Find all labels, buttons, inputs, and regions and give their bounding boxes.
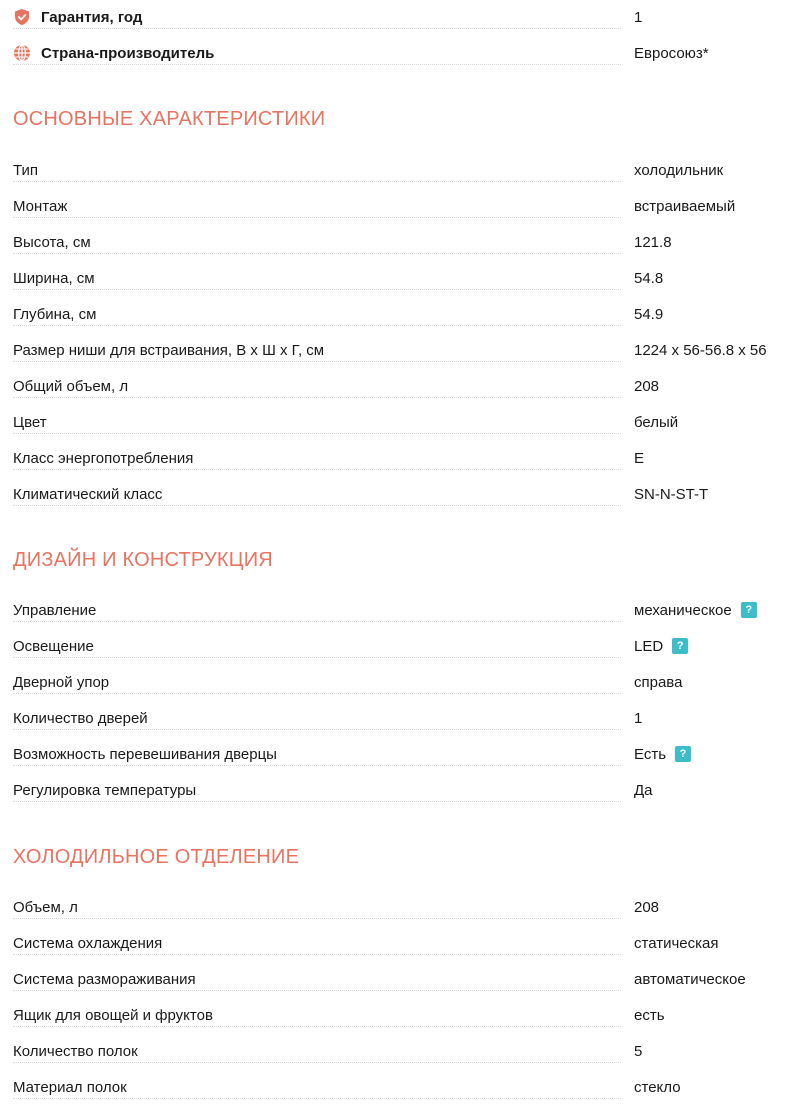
spec-row-warranty <box>13 0 786 35</box>
spec-label: Глубина, см <box>13 306 102 323</box>
spec-value: Да <box>634 781 653 799</box>
spec-label: Гарантия, год <box>41 8 143 26</box>
dotted-leader <box>13 325 621 326</box>
dotted-leader <box>13 28 621 29</box>
spec-value: белый <box>634 413 679 431</box>
spec-label: Климатический класс <box>13 486 168 503</box>
dotted-leader <box>13 1062 621 1063</box>
spec-row <box>13 628 786 664</box>
spec-value: стекло <box>634 1078 681 1096</box>
spec-value: 1 <box>634 8 643 26</box>
spec-value: механическое <box>634 601 732 619</box>
spec-label: Регулировка температуры <box>13 782 202 799</box>
spec-row <box>13 224 786 260</box>
spec-label: Система охлаждения <box>13 935 168 952</box>
spec-value: Есть <box>634 745 667 763</box>
spec-row <box>13 889 786 925</box>
spec-value: справа <box>634 673 683 691</box>
spec-label: Общий объем, л <box>13 378 134 395</box>
spec-label: Количество дверей <box>13 710 154 727</box>
dotted-leader <box>13 1026 621 1027</box>
spec-value: 1224 x 56-56.8 x 56 <box>634 341 767 359</box>
spec-row <box>13 925 786 961</box>
spec-row <box>13 368 786 404</box>
spec-value: 121.8 <box>634 233 672 251</box>
spec-label: Дверной упор <box>13 674 115 691</box>
dotted-leader <box>13 657 621 658</box>
dotted-leader <box>13 918 621 919</box>
section-title-fridge: ХОЛОДИЛЬНОЕ ОТДЕЛЕНИЕ <box>13 846 300 868</box>
spec-value: есть <box>634 1006 665 1024</box>
spec-label: Материал полок <box>13 1079 133 1096</box>
dotted-leader <box>13 64 621 65</box>
spec-row <box>13 1069 786 1105</box>
help-icon[interactable]: ? <box>741 602 757 618</box>
section-title-design: ДИЗАЙН И КОНСТРУКЦИЯ <box>13 549 273 571</box>
dotted-leader <box>13 253 621 254</box>
spec-label: Страна-производитель <box>41 44 215 62</box>
spec-value: статическая <box>634 934 719 952</box>
spec-label: Управление <box>13 602 102 619</box>
dotted-leader <box>13 693 621 694</box>
spec-label: Освещение <box>13 638 100 655</box>
spec-label: Ширина, см <box>13 270 101 287</box>
spec-value: 54.8 <box>634 269 664 287</box>
spec-row <box>13 664 786 700</box>
spec-row <box>13 260 786 296</box>
spec-label: Высота, см <box>13 234 97 251</box>
spec-label: Количество полок <box>13 1043 144 1060</box>
shield-check-icon <box>13 8 31 26</box>
dotted-leader <box>13 729 621 730</box>
spec-value: 208 <box>634 377 660 395</box>
spec-row <box>13 188 786 224</box>
spec-row <box>13 332 786 368</box>
dotted-leader <box>13 505 621 506</box>
spec-row <box>13 1033 786 1069</box>
spec-label: Цвет <box>13 414 53 431</box>
spec-label: Размер ниши для встраивания, В x Ш x Г, см <box>13 342 330 359</box>
spec-value: 208 <box>634 898 660 916</box>
dotted-leader <box>13 765 621 766</box>
spec-value: Евросоюз* <box>634 44 709 62</box>
dotted-leader <box>13 361 621 362</box>
spec-row <box>13 440 786 476</box>
dotted-leader <box>13 1098 621 1099</box>
dotted-leader <box>13 397 621 398</box>
dotted-leader <box>13 181 621 182</box>
spec-value: автоматическое <box>634 970 746 988</box>
spec-label: Возможность перевешивания дверцы <box>13 746 283 763</box>
spec-row <box>13 700 786 736</box>
spec-value: E <box>634 449 645 467</box>
section-title-main: ОСНОВНЫЕ ХАРАКТЕРИСТИКИ <box>13 108 326 130</box>
spec-value: встраиваемый <box>634 197 736 215</box>
dotted-leader <box>13 289 621 290</box>
spec-row <box>13 476 786 512</box>
spec-row <box>13 772 786 808</box>
spec-row <box>13 997 786 1033</box>
globe-icon <box>13 44 31 62</box>
help-icon[interactable]: ? <box>672 638 688 654</box>
dotted-leader <box>13 217 621 218</box>
spec-row <box>13 152 786 188</box>
dotted-leader <box>13 990 621 991</box>
help-icon[interactable]: ? <box>675 746 691 762</box>
spec-row <box>13 736 786 772</box>
dotted-leader <box>13 433 621 434</box>
spec-row <box>13 404 786 440</box>
spec-value: LED <box>634 637 664 655</box>
spec-row <box>13 961 786 997</box>
spec-value: SN-N-ST-T <box>634 485 709 503</box>
dotted-leader <box>13 469 621 470</box>
spec-label: Класс энергопотребления <box>13 450 199 467</box>
spec-value: 1 <box>634 709 643 727</box>
spec-label: Ящик для овощей и фруктов <box>13 1007 219 1024</box>
spec-row <box>13 296 786 332</box>
dotted-leader <box>13 621 621 622</box>
dotted-leader <box>13 801 621 802</box>
spec-label: Система размораживания <box>13 971 202 988</box>
spec-value: холодильник <box>634 161 724 179</box>
spec-value: 5 <box>634 1042 643 1060</box>
spec-row <box>13 592 786 628</box>
spec-label: Тип <box>13 162 44 179</box>
spec-label: Монтаж <box>13 198 73 215</box>
spec-label: Объем, л <box>13 899 84 916</box>
spec-value: 54.9 <box>634 305 664 323</box>
spec-row-country <box>13 35 786 71</box>
dotted-leader <box>13 954 621 955</box>
